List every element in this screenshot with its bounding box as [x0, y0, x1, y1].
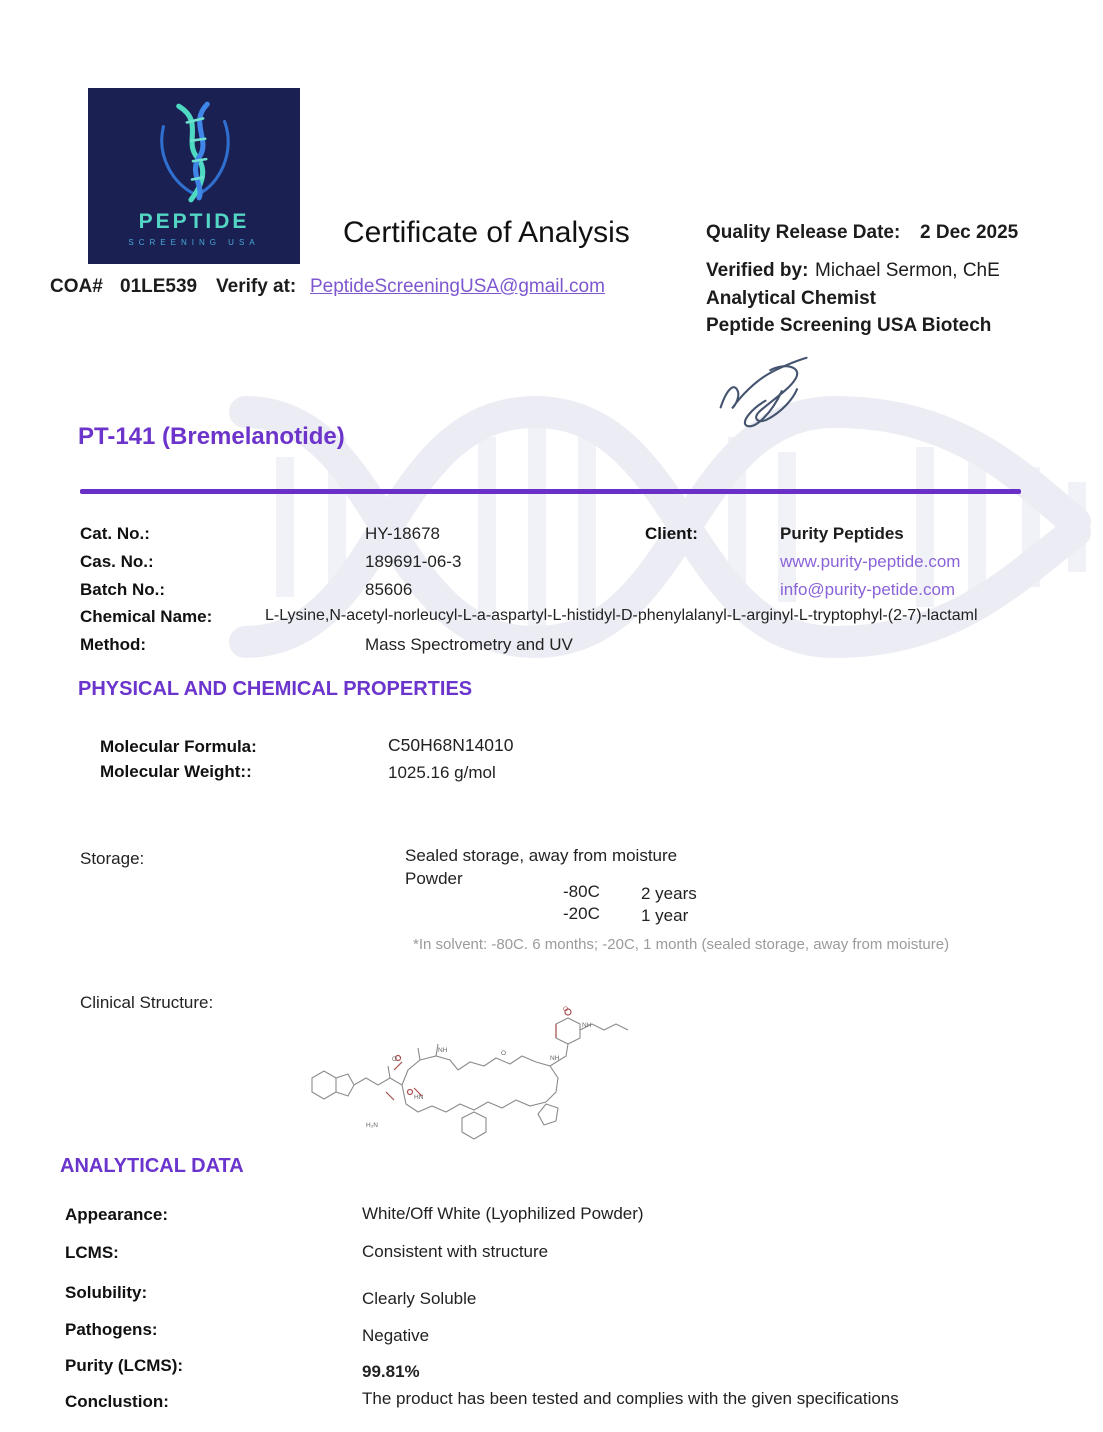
appearance-value: White/Off White (Lyophilized Powder) — [362, 1204, 644, 1223]
lcms-label: LCMS: — [65, 1243, 119, 1262]
svg-text:O: O — [501, 1050, 507, 1057]
storage-temp-2: -20C — [563, 904, 600, 923]
logo-brand-text: PEPTIDE — [138, 210, 250, 233]
verified-by-label: Verified by: — [706, 260, 809, 281]
storage-temp-1: -80C — [563, 882, 600, 901]
page-title: Certificate of Analysis — [343, 216, 630, 249]
coa-label: COA# — [50, 276, 103, 297]
appearance-label: Appearance: — [65, 1205, 168, 1224]
lcms-value: Consistent with structure — [362, 1242, 549, 1261]
pathogens-label: Pathogens: — [65, 1320, 158, 1339]
release-date-value: 2 Dec 2025 — [920, 222, 1019, 243]
batch-no-label: Batch No.: — [80, 580, 165, 599]
client-website-link[interactable]: www.purity-peptide.com — [780, 552, 961, 571]
solubility-value: Clearly Soluble — [362, 1289, 477, 1308]
svg-text:HN: HN — [414, 1094, 424, 1101]
batch-no-value: 85606 — [365, 580, 413, 599]
svg-text:H₂N: H₂N — [366, 1122, 378, 1129]
logo-tagline-text: SCREENING USA — [128, 238, 260, 247]
method-label: Method: — [80, 635, 147, 654]
storage-solvent-note: *In solvent: -80C. 6 months; -20C, 1 month (sealed storage, away from moisture) — [413, 936, 950, 953]
verified-by-name: Michael Sermon, ChE — [815, 260, 1000, 281]
conclusion-label: Conclustion: — [65, 1392, 169, 1411]
molecular-weight-label: Molecular Weight:: — [100, 762, 252, 781]
molecular-formula-value: C50H68N14010 — [388, 735, 514, 755]
svg-text:NH: NH — [582, 1022, 592, 1029]
chemical-name-label: Chemical Name: — [80, 607, 213, 626]
signature-image — [713, 350, 818, 440]
molecular-weight-value: 1025.16 g/mol — [388, 763, 496, 782]
storage-label: Storage: — [80, 849, 145, 868]
molecular-formula-label: Molecular Formula: — [100, 737, 257, 756]
storage-form: Powder — [405, 869, 463, 888]
client-name: Purity Peptides — [780, 524, 904, 543]
verify-at-label: Verify at: — [216, 276, 297, 297]
purity-value: 99.81% — [362, 1362, 420, 1381]
svg-text:O: O — [563, 1006, 569, 1013]
svg-text:O: O — [392, 1056, 398, 1063]
chemical-structure-image — [298, 1000, 633, 1150]
properties-section-title: PHYSICAL AND CHEMICAL PROPERTIES — [78, 678, 473, 700]
method-value: Mass Spectrometry and UV — [365, 635, 573, 654]
cat-no-label: Cat. No.: — [80, 524, 150, 543]
svg-text:NH: NH — [550, 1055, 560, 1062]
release-date-label: Quality Release Date: — [706, 222, 901, 243]
verify-email-link[interactable]: PeptideScreeningUSA@gmail.com — [310, 276, 605, 297]
client-label: Client: — [645, 524, 698, 543]
storage-duration-1: 2 years — [641, 884, 697, 903]
verifier-role: Analytical Chemist — [706, 288, 876, 309]
product-name-heading: PT-141 (Bremelanotide) — [78, 423, 345, 450]
cas-no-value: 189691-06-3 — [365, 552, 462, 571]
coa-number: 01LE539 — [120, 276, 198, 297]
storage-condition: Sealed storage, away from moisture — [405, 846, 678, 865]
verifier-company: Peptide Screening USA Biotech — [706, 315, 992, 336]
analytical-section-title: ANALYTICAL DATA — [60, 1155, 244, 1177]
clinical-structure-label: Clinical Structure: — [80, 993, 214, 1012]
cas-no-label: Cas. No.: — [80, 552, 154, 571]
section-divider — [80, 489, 1021, 494]
client-email-link[interactable]: info@purity-petide.com — [780, 580, 956, 599]
svg-text:NH: NH — [438, 1047, 448, 1054]
purity-label: Purity (LCMS): — [65, 1356, 184, 1375]
solubility-label: Solubility: — [65, 1283, 148, 1302]
company-logo — [88, 88, 300, 264]
chemical-name-value: L-Lysine,N-acetyl-norleucyl-L-a-aspartyl-L-histidyl-D-phenylalanyl-L-arginyl-L-tryptophyl-(2-7)-lactaml — [265, 607, 978, 624]
storage-duration-2: 1 year — [641, 906, 689, 925]
dna-helix-icon — [148, 96, 240, 208]
conclusion-value: The product has been tested and complies with the given specifications — [362, 1389, 899, 1408]
pathogens-value: Negative — [362, 1326, 430, 1345]
cat-no-value: HY-18678 — [365, 524, 440, 543]
